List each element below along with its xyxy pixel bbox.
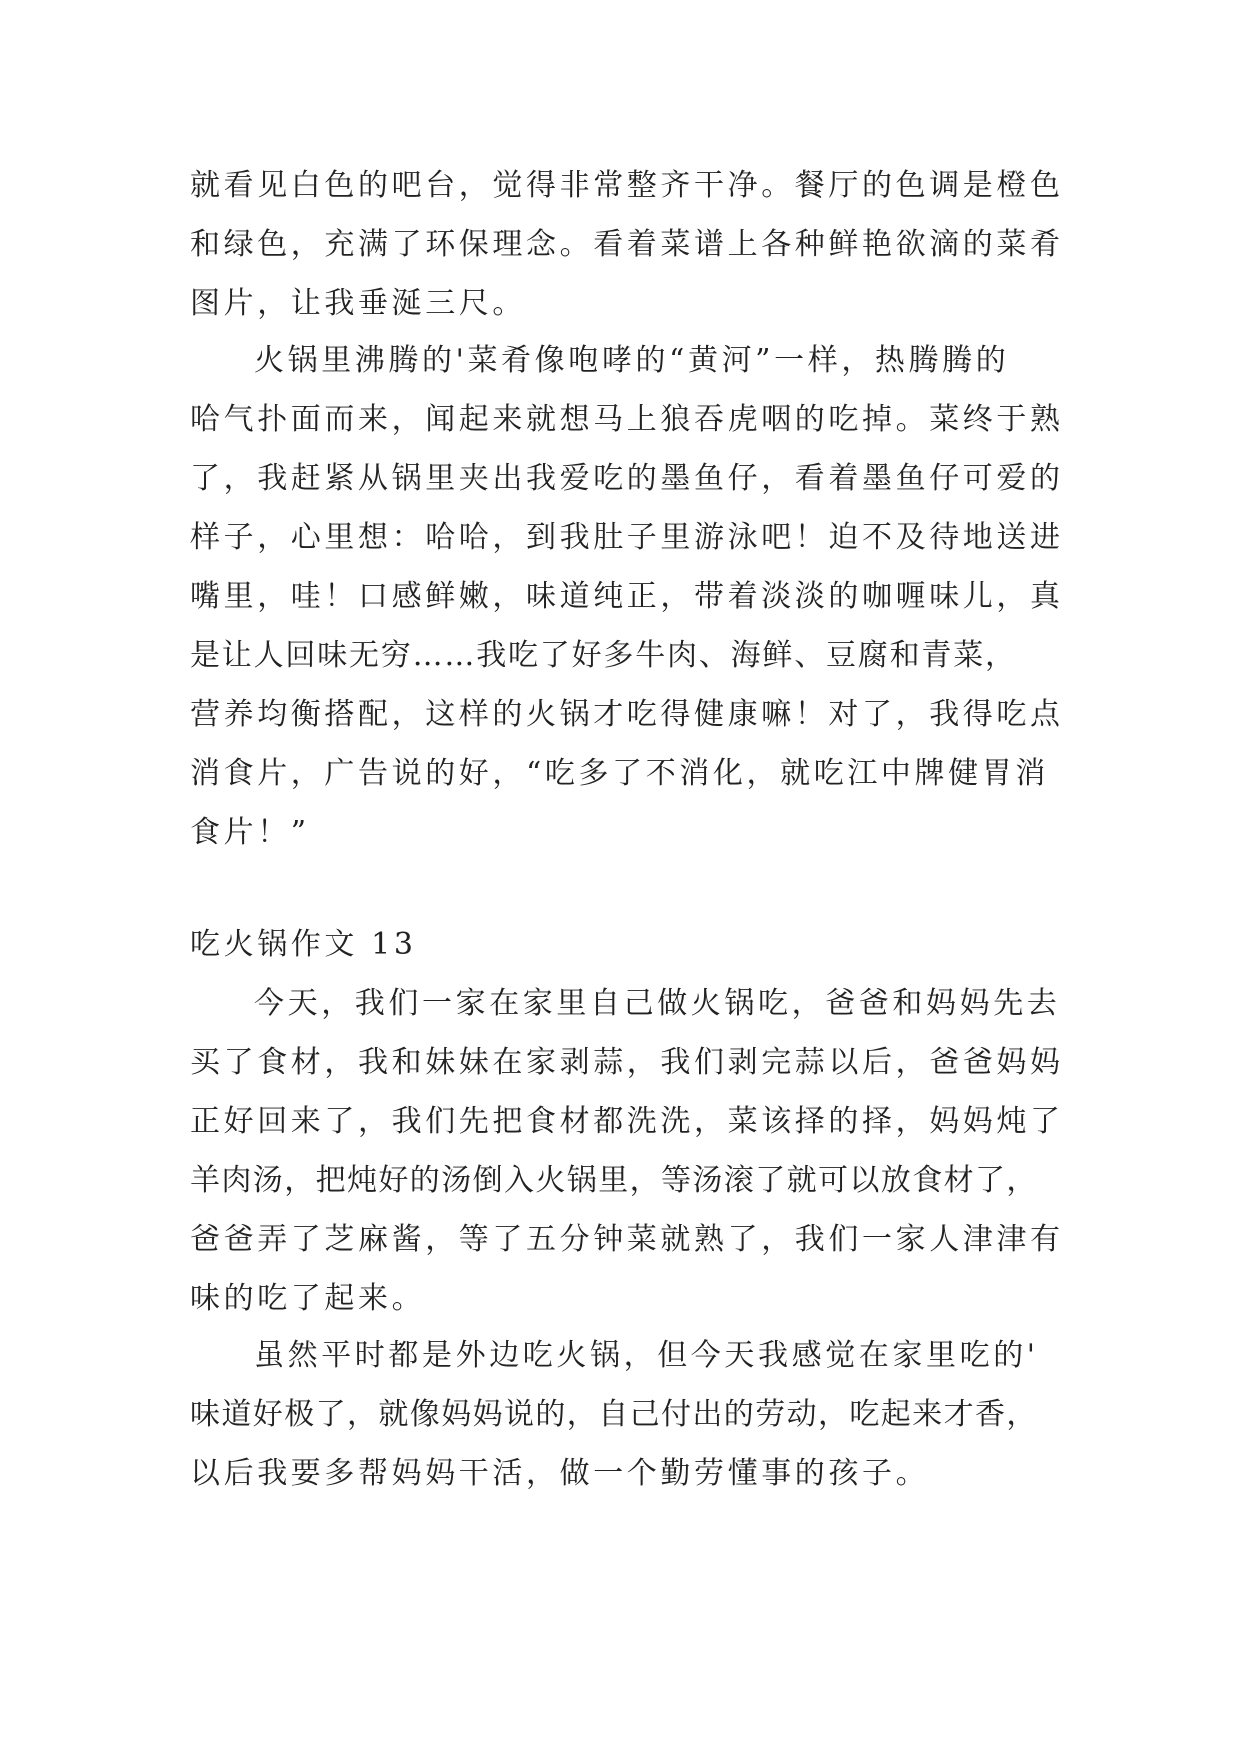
text-line: 消食片，广告说的好，“吃多了不消化，就吃江中牌健胃消 bbox=[190, 756, 1049, 791]
text-line: 食片！” bbox=[190, 815, 310, 850]
text-line: 嘴里，哇！口感鲜嫩，味道纯正，带着淡淡的咖喱味儿，真 bbox=[190, 579, 1064, 614]
text-line: 火锅里沸腾的'菜肴像咆哮的“黄河”一样，热腾腾的 bbox=[254, 343, 1010, 378]
text-line: 虽然平时都是外边吃火锅，但今天我感觉在家里吃的' bbox=[254, 1338, 1039, 1373]
text-line: 味的吃了起来。 bbox=[190, 1281, 426, 1316]
text-line: 味道好极了，就像妈妈说的，自己付出的劳动，吃起来才香， bbox=[190, 1397, 1038, 1432]
text-line: 哈气扑面而来，闻起来就想马上狼吞虎咽的吃掉。菜终于熟 bbox=[190, 402, 1064, 437]
text-line: 正好回来了，我们先把食材都洗洗，菜该择的择，妈妈炖了 bbox=[190, 1104, 1064, 1139]
hotpot-paragraph bbox=[190, 331, 1064, 862]
section-paragraph-1 bbox=[190, 974, 1064, 1328]
text-line: 爸爸弄了芝麻酱，等了五分钟菜就熟了，我们一家人津津有 bbox=[190, 1222, 1064, 1257]
text-line: 是让人回味无穷……我吃了好多牛肉、海鲜、豆腐和青菜， bbox=[190, 638, 1017, 673]
text-line: 买了食材，我和妹妹在家剥蒜，我们剥完蒜以后，爸爸妈妈 bbox=[190, 1045, 1064, 1080]
text-line: 羊肉汤，把炖好的汤倒入火锅里，等汤滚了就可以放食材了， bbox=[190, 1163, 1038, 1198]
section-title: 吃火锅作文 13 bbox=[190, 927, 417, 962]
text-line: 营养均衡搭配，这样的火锅才吃得健康嘛！对了，我得吃点 bbox=[190, 697, 1064, 732]
text-line: 图片，让我垂涎三尺。 bbox=[190, 286, 526, 321]
text-line: 和绿色，充满了环保理念。看着菜谱上各种鲜艳欲滴的菜肴 bbox=[190, 227, 1064, 262]
intro-paragraph bbox=[190, 156, 1064, 333]
text-line: 以后我要多帮妈妈干活，做一个勤劳懂事的孩子。 bbox=[190, 1456, 930, 1491]
text-line: 了，我赶紧从锅里夹出我爱吃的墨鱼仔，看着墨鱼仔可爱的 bbox=[190, 461, 1064, 496]
section-paragraph-2 bbox=[190, 1326, 1060, 1503]
text-line: 样子，心里想：哈哈，到我肚子里游泳吧！迫不及待地送进 bbox=[190, 520, 1064, 555]
text-line: 今天，我们一家在家里自己做火锅吃，爸爸和妈妈先去 bbox=[254, 986, 1061, 1021]
text-line: 就看见白色的吧台，觉得非常整齐干净。餐厅的色调是橙色 bbox=[190, 168, 1064, 203]
